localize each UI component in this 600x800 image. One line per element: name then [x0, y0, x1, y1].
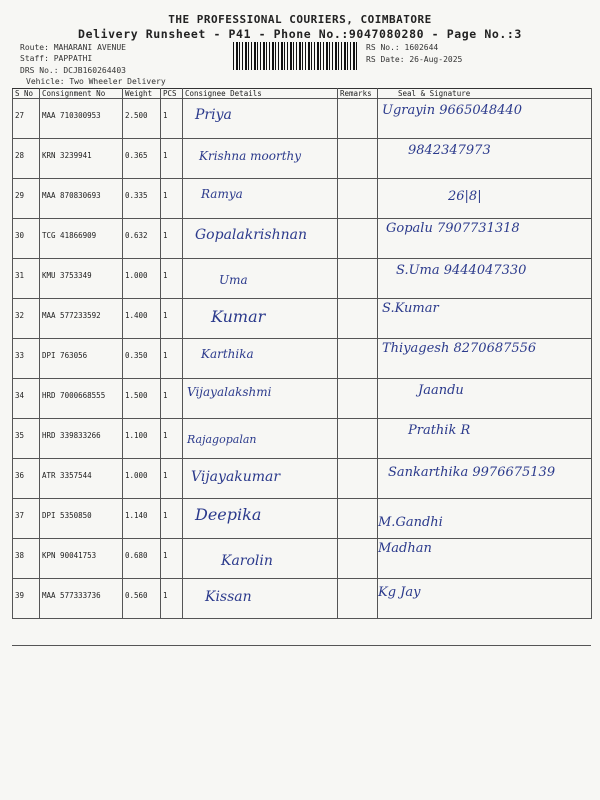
- row-weight: 1.400: [123, 299, 161, 339]
- consignee-name: Karolin: [221, 553, 273, 569]
- runsheet-subtitle: Delivery Runsheet - P41 - Phone No.:9047080280 - Page No.:3: [78, 27, 522, 41]
- row-weight: 0.632: [123, 219, 161, 259]
- row-pcs: 1: [161, 379, 183, 419]
- rs-number: RS No.: 1602644: [366, 43, 439, 52]
- signature-handwriting: Kg Jay: [378, 585, 421, 600]
- table-row: [13, 499, 592, 539]
- consignee-name: Uma: [219, 273, 248, 287]
- row-signature-cell: [378, 219, 592, 259]
- table-row: [13, 259, 592, 299]
- row-signature-cell: [378, 339, 592, 379]
- row-consignee-cell: [183, 579, 338, 619]
- signature-handwriting: Gopalu 7907731318: [386, 221, 520, 236]
- row-sno: 39: [13, 579, 40, 619]
- consignee-name: Karthika: [201, 347, 254, 361]
- row-consignee-cell: [183, 99, 338, 139]
- row-signature-cell: [378, 299, 592, 339]
- row-consignment-no: ATR 3357544: [40, 459, 123, 499]
- table-row: [13, 139, 592, 179]
- row-consignment-no: KPN 90041753: [40, 539, 123, 579]
- row-weight: 1.140: [123, 499, 161, 539]
- row-signature-cell: [378, 259, 592, 299]
- signature-handwriting: S.Uma 9444047330: [396, 263, 527, 278]
- company-title: THE PROFESSIONAL COURIERS, COIMBATORE: [168, 13, 432, 26]
- signature-handwriting: S.Kumar: [382, 301, 439, 316]
- row-consignee-cell: [183, 499, 338, 539]
- row-pcs: 1: [161, 339, 183, 379]
- consignee-name: Kissan: [205, 589, 252, 605]
- staff-text: Staff: PAPPATHI: [20, 54, 93, 63]
- consignee-name: Vijayalakshmi: [187, 385, 272, 399]
- row-signature-cell: [378, 179, 592, 219]
- table-row: [13, 539, 592, 579]
- row-sno: 28: [13, 139, 40, 179]
- row-pcs: 1: [161, 219, 183, 259]
- row-weight: 1.000: [123, 259, 161, 299]
- table-row: [13, 179, 592, 219]
- row-sno: 34: [13, 379, 40, 419]
- vehicle-text: Vehicle: Two Wheeler Delivery: [26, 77, 166, 86]
- row-consignment-no: DPI 5350850: [40, 499, 123, 539]
- row-weight: 0.350: [123, 339, 161, 379]
- signature-handwriting: Sankarthika 9976675139: [388, 465, 556, 480]
- row-consignee-cell: [183, 299, 338, 339]
- row-signature-cell: [378, 539, 592, 579]
- consignee-name: Krishna moorthy: [199, 149, 302, 163]
- consignee-name: Rajagopalan: [187, 433, 257, 446]
- row-consignment-no: MAA 577233592: [40, 299, 123, 339]
- row-consignment-no: HRD 7000668555: [40, 379, 123, 419]
- row-sno: 29: [13, 179, 40, 219]
- table-row: [13, 579, 592, 619]
- bottom-rule: [12, 645, 591, 646]
- signature-handwriting: 26|8|: [448, 189, 482, 204]
- row-pcs: 1: [161, 139, 183, 179]
- row-sno: 30: [13, 219, 40, 259]
- col-header-sno: S No: [13, 89, 40, 99]
- row-consignment-no: KMU 3753349: [40, 259, 123, 299]
- row-weight: 2.500: [123, 99, 161, 139]
- row-pcs: 1: [161, 259, 183, 299]
- row-remarks: [338, 219, 378, 259]
- row-weight: 0.680: [123, 539, 161, 579]
- route-text: Route: MAHARANI AVENUE: [20, 43, 126, 52]
- row-sno: 27: [13, 99, 40, 139]
- consignee-name: Priya: [195, 107, 232, 123]
- row-consignee-cell: [183, 219, 338, 259]
- row-remarks: [338, 99, 378, 139]
- table-row: [13, 419, 592, 459]
- signature-handwriting: 9842347973: [408, 143, 491, 158]
- row-consignment-no: DPI 763056: [40, 339, 123, 379]
- signature-handwriting: Prathik R: [408, 423, 471, 438]
- row-signature-cell: [378, 579, 592, 619]
- row-pcs: 1: [161, 179, 183, 219]
- signature-handwriting: Madhan: [378, 541, 432, 556]
- row-weight: 0.335: [123, 179, 161, 219]
- table-row: [13, 339, 592, 379]
- row-consignee-cell: [183, 339, 338, 379]
- col-header-consignee: Consignee Details: [183, 89, 338, 99]
- rs-date: RS Date: 26-Aug-2025: [366, 55, 463, 64]
- row-consignee-cell: [183, 139, 338, 179]
- signature-handwriting: Ugrayin 9665048440: [382, 103, 522, 118]
- row-sno: 38: [13, 539, 40, 579]
- row-sno: 37: [13, 499, 40, 539]
- row-consignment-no: MAA 870830693: [40, 179, 123, 219]
- row-pcs: 1: [161, 459, 183, 499]
- row-pcs: 1: [161, 99, 183, 139]
- signature-handwriting: M.Gandhi: [378, 515, 443, 530]
- drs-number: DRS No.: DCJB160264403: [20, 66, 126, 75]
- row-weight: 1.100: [123, 419, 161, 459]
- consignee-name: Ramya: [201, 187, 243, 201]
- col-header-pcs: PCS: [161, 89, 183, 99]
- row-sno: 36: [13, 459, 40, 499]
- row-weight: 1.500: [123, 379, 161, 419]
- row-remarks: [338, 139, 378, 179]
- row-pcs: 1: [161, 419, 183, 459]
- row-signature-cell: [378, 379, 592, 419]
- row-consignee-cell: [183, 459, 338, 499]
- row-weight: 0.365: [123, 139, 161, 179]
- row-consignment-no: TCG 41866909: [40, 219, 123, 259]
- table-row: [13, 379, 592, 419]
- row-remarks: [338, 259, 378, 299]
- row-consignee-cell: [183, 179, 338, 219]
- signature-handwriting: Thiyagesh 8270687556: [382, 341, 537, 356]
- row-pcs: 1: [161, 299, 183, 339]
- row-consignment-no: KRN 3239941: [40, 139, 123, 179]
- runsheet-table: [12, 88, 592, 619]
- consignee-name: Deepika: [195, 505, 262, 524]
- barcode: [233, 42, 359, 70]
- consignee-name: Gopalakrishnan: [195, 227, 307, 243]
- row-remarks: [338, 579, 378, 619]
- row-consignee-cell: [183, 259, 338, 299]
- row-remarks: [338, 379, 378, 419]
- table-row: [13, 99, 592, 139]
- table-row: [13, 459, 592, 499]
- row-sno: 32: [13, 299, 40, 339]
- row-pcs: 1: [161, 499, 183, 539]
- row-consignee-cell: [183, 419, 338, 459]
- row-consignee-cell: [183, 539, 338, 579]
- row-signature-cell: [378, 99, 592, 139]
- row-signature-cell: [378, 419, 592, 459]
- row-consignment-no: MAA 710300953: [40, 99, 123, 139]
- row-sno: 31: [13, 259, 40, 299]
- col-header-consignment: Consignment No: [40, 89, 123, 99]
- col-header-weight: Weight: [123, 89, 161, 99]
- row-consignment-no: MAA 577333736: [40, 579, 123, 619]
- row-consignee-cell: [183, 379, 338, 419]
- row-pcs: 1: [161, 539, 183, 579]
- row-sno: 35: [13, 419, 40, 459]
- signature-handwriting: Jaandu: [418, 383, 464, 398]
- row-sno: 33: [13, 339, 40, 379]
- table-row: [13, 299, 592, 339]
- table-header-row: [13, 89, 592, 99]
- row-signature-cell: [378, 459, 592, 499]
- row-remarks: [338, 299, 378, 339]
- row-remarks: [338, 179, 378, 219]
- col-header-signature: Seal & Signature: [378, 89, 592, 99]
- consignee-name: Vijayakumar: [191, 469, 281, 485]
- row-remarks: [338, 459, 378, 499]
- row-remarks: [338, 539, 378, 579]
- row-consignment-no: HRD 339833266: [40, 419, 123, 459]
- consignee-name: Kumar: [211, 307, 266, 326]
- row-signature-cell: [378, 139, 592, 179]
- row-remarks: [338, 339, 378, 379]
- row-signature-cell: [378, 499, 592, 539]
- col-header-remarks: Remarks: [338, 89, 378, 99]
- table-row: [13, 219, 592, 259]
- row-weight: 0.560: [123, 579, 161, 619]
- row-pcs: 1: [161, 579, 183, 619]
- row-weight: 1.000: [123, 459, 161, 499]
- row-remarks: [338, 419, 378, 459]
- row-remarks: [338, 499, 378, 539]
